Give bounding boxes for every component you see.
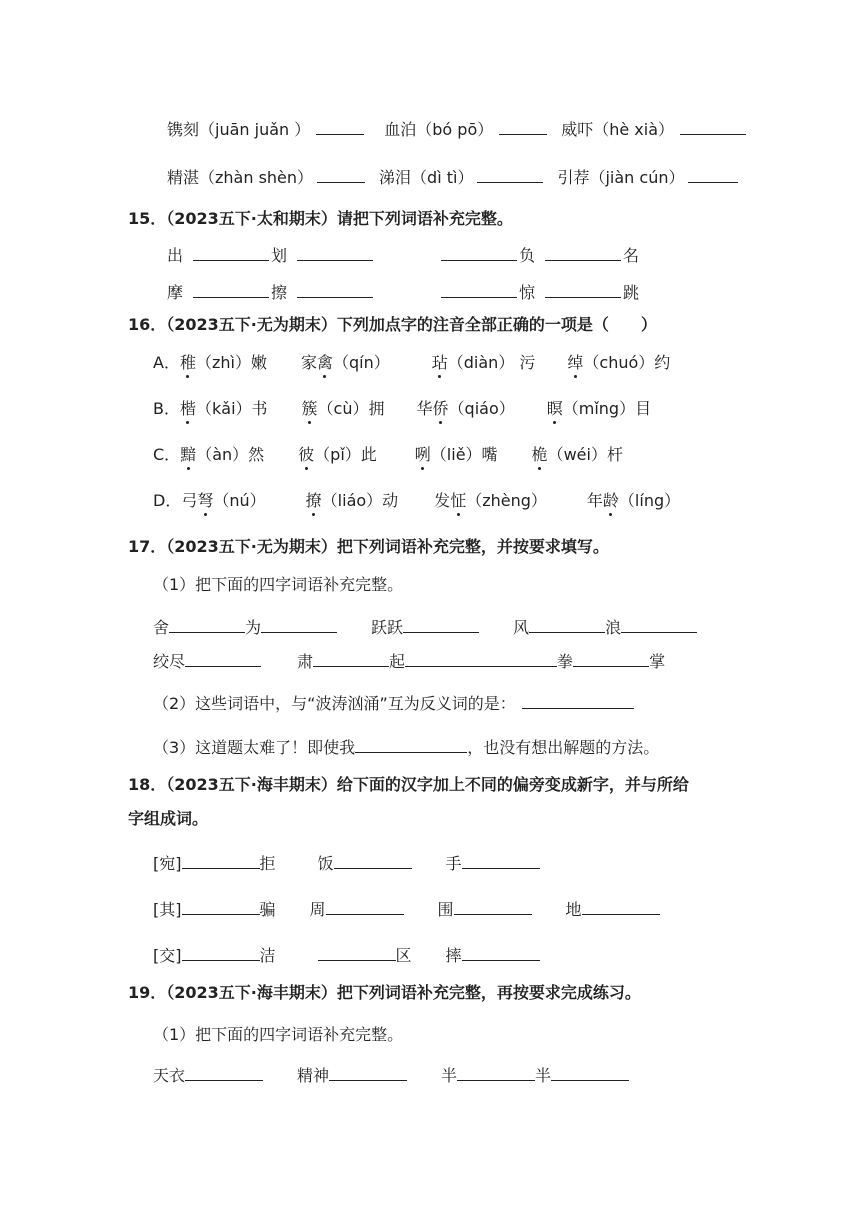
answer-blank[interactable] <box>182 850 260 869</box>
answer-blank[interactable] <box>551 1062 629 1081</box>
dotted-char: 稚 <box>179 353 196 372</box>
answer-blank[interactable] <box>313 648 389 667</box>
answer-blank[interactable] <box>462 850 540 869</box>
option-text: （nú） <box>213 491 266 510</box>
answer-blank[interactable] <box>185 1062 263 1081</box>
dotted-char: 绰 <box>567 353 584 372</box>
q15-char: 惊 <box>519 283 536 302</box>
dotted-char: 彼 <box>298 445 315 464</box>
q18-row-3 <box>153 942 860 967</box>
dotted-char: 龄 <box>602 491 619 510</box>
q18-char: 地 <box>565 900 582 919</box>
option-text: （diàn） 污 <box>447 353 536 372</box>
q15-row-1 <box>167 242 860 267</box>
q18-char: 周 <box>309 900 326 919</box>
answer-blank[interactable] <box>316 116 364 135</box>
q15-char: 擦 <box>271 283 288 302</box>
answer-blank[interactable] <box>193 242 269 261</box>
q17-sub-2 <box>153 690 860 715</box>
q18-char: 摔 <box>445 946 462 965</box>
option-d[interactable] <box>153 490 860 512</box>
q17-sub-3 <box>153 734 860 759</box>
option-text: （cù）拥 <box>317 399 385 418</box>
q17-sub-3-text: （3）这道题太难了！即使我 <box>153 738 356 757</box>
answer-blank[interactable] <box>522 690 634 709</box>
dotted-char: 撩 <box>305 491 322 510</box>
q14-item: 威吓（hè xià） <box>561 120 675 139</box>
q17-char: 拳 <box>557 652 574 671</box>
answer-blank[interactable] <box>261 614 337 633</box>
q18-char: 饭 <box>317 854 334 873</box>
answer-blank[interactable] <box>297 242 373 261</box>
q17-char: 舍 <box>153 618 170 637</box>
option-text: 年 <box>586 491 603 510</box>
answer-blank[interactable] <box>457 1062 535 1081</box>
answer-blank[interactable] <box>182 896 260 915</box>
q19-char: 半 <box>535 1066 552 1085</box>
option-text: 发 <box>434 491 451 510</box>
q18-root-char: [交] <box>153 946 182 965</box>
option-text: （liáo）动 <box>321 491 399 510</box>
option-text: 家 <box>300 353 317 372</box>
q14-row-2 <box>167 164 860 189</box>
answer-blank[interactable] <box>545 242 621 261</box>
option-text: （qín） <box>333 353 390 372</box>
dotted-char: 桅 <box>531 445 548 464</box>
answer-blank[interactable] <box>403 614 479 633</box>
q18-char: 拒 <box>259 854 276 873</box>
q15-char: 划 <box>271 246 288 265</box>
option-text: （pǐ）此 <box>314 445 377 464</box>
answer-blank[interactable] <box>182 942 260 961</box>
q17-sub-3-text: ，也没有想出解题的方法。 <box>467 738 660 757</box>
q15-char: 出 <box>167 246 184 265</box>
q14-item: 血泊（bó pō） <box>384 120 494 139</box>
answer-blank[interactable] <box>454 896 532 915</box>
answer-blank[interactable] <box>297 279 373 298</box>
dotted-char: 楷 <box>179 399 196 418</box>
answer-blank[interactable] <box>477 164 543 183</box>
q19-row-1 <box>153 1062 860 1087</box>
q17-char: 跃跃 <box>371 618 404 637</box>
answer-blank[interactable] <box>169 614 245 633</box>
dotted-char: 咧 <box>414 445 431 464</box>
answer-blank[interactable] <box>334 850 412 869</box>
answer-blank[interactable] <box>582 896 660 915</box>
q15-char: 负 <box>519 246 536 265</box>
q17-char: 为 <box>245 618 262 637</box>
q18-root-char: [宛] <box>153 854 182 873</box>
option-a[interactable] <box>153 352 860 374</box>
question-15-title: 15．（2023五下·太和期末）请把下列词语补充完整。 <box>128 209 513 228</box>
dotted-char: 簇 <box>301 399 318 418</box>
option-text: 华 <box>416 399 433 418</box>
dotted-char: 黯 <box>180 445 197 464</box>
q14-item: 涕泪（dì tì） <box>379 168 474 187</box>
q18-char: 区 <box>395 946 412 965</box>
q19-char: 天衣 <box>153 1066 186 1085</box>
option-text: （wéi）杆 <box>547 445 623 464</box>
option-text: （zhèng） <box>466 491 547 510</box>
option-text: （mǐng）目 <box>562 399 652 418</box>
option-label: C． <box>153 445 181 464</box>
question-18-title-line-2: 字组成词。 <box>128 809 209 828</box>
q14-item: 精湛（zhàn shèn） <box>167 168 314 187</box>
answer-blank[interactable] <box>326 896 404 915</box>
answer-blank[interactable] <box>317 164 365 183</box>
option-label: A． <box>153 353 180 372</box>
q19-sub-1: （1）把下面的四字词语补充完整。 <box>153 1025 404 1044</box>
answer-blank[interactable] <box>441 279 517 298</box>
answer-blank[interactable] <box>441 242 517 261</box>
question-16-title: 16．（2023五下·无为期末）下列加点字的注音全部正确的一项是（ ） <box>128 315 657 334</box>
q18-row-1 <box>153 850 860 875</box>
answer-blank[interactable] <box>688 164 738 183</box>
answer-blank[interactable] <box>355 734 467 753</box>
answer-blank[interactable] <box>621 614 697 633</box>
q15-char: 跳 <box>623 283 640 302</box>
option-b[interactable] <box>153 398 860 420</box>
q14-item: 镌刻（juān juǎn ） <box>167 120 311 139</box>
q14-item: 引荐（jiàn cún） <box>557 168 685 187</box>
option-text: （líng） <box>618 491 681 510</box>
q18-char: 手 <box>445 854 462 873</box>
dotted-char: 弩 <box>197 491 214 510</box>
dotted-char: 瞑 <box>546 399 563 418</box>
question-19-title: 19．（2023五下·海丰期末）把下列词语补充完整，再按要求完成练习。 <box>128 983 641 1002</box>
answer-blank[interactable] <box>185 648 261 667</box>
q19-char: 半 <box>441 1066 458 1085</box>
option-text: （liě）嘴 <box>430 445 498 464</box>
answer-blank[interactable] <box>545 279 621 298</box>
question-17-title: 17．（2023五下·无为期末）把下列词语补充完整，并按要求填写。 <box>128 537 609 556</box>
q18-root-char: [其] <box>153 900 182 919</box>
option-text: （qiáo） <box>448 399 515 418</box>
answer-blank[interactable] <box>193 279 269 298</box>
option-text: 弓 <box>181 491 198 510</box>
q17-char: 肃 <box>297 652 314 671</box>
dotted-char: 玷 <box>431 353 448 372</box>
option-c[interactable] <box>153 444 860 466</box>
q17-char: 风 <box>513 618 530 637</box>
answer-blank[interactable] <box>405 648 557 667</box>
option-text: （chuó）约 <box>583 353 671 372</box>
q17-sub-1: （1）把下面的四字词语补充完整。 <box>153 575 404 594</box>
q18-char: 围 <box>437 900 454 919</box>
q18-row-2 <box>153 896 860 921</box>
option-text: （zhì）嫩 <box>195 353 267 372</box>
answer-blank[interactable] <box>329 1062 407 1081</box>
answer-blank[interactable] <box>573 648 649 667</box>
q15-char: 摩 <box>167 283 184 302</box>
answer-blank[interactable] <box>318 942 396 961</box>
option-label: D． <box>153 491 182 510</box>
dotted-char: 禽 <box>316 353 333 372</box>
q17-row-1 <box>153 614 860 639</box>
option-label: B． <box>153 399 180 418</box>
dotted-char: 怔 <box>450 491 467 510</box>
q15-char: 名 <box>623 246 640 265</box>
q15-row-2 <box>167 279 860 304</box>
dotted-char: 侨 <box>432 399 449 418</box>
answer-blank[interactable] <box>462 942 540 961</box>
answer-blank[interactable] <box>499 116 547 135</box>
q17-char: 绞尽 <box>153 652 186 671</box>
q17-char: 掌 <box>649 652 666 671</box>
question-18-title-line-1: 18．（2023五下·海丰期末）给下面的汉字加上不同的偏旁变成新字，并与所给 <box>128 775 689 794</box>
q19-char: 精神 <box>297 1066 330 1085</box>
option-text: （àn）然 <box>196 445 265 464</box>
q17-char: 浪 <box>605 618 622 637</box>
q18-char: 洁 <box>259 946 276 965</box>
q17-char: 起 <box>389 652 406 671</box>
q14-row-1 <box>167 116 860 141</box>
option-text: （kǎi）书 <box>196 399 268 418</box>
answer-blank[interactable] <box>529 614 605 633</box>
q17-sub-2-text: （2）这些词语中，与“波涛汹涌”互为反义词的是： <box>153 694 516 713</box>
q18-char: 骗 <box>259 900 276 919</box>
q17-row-2 <box>153 648 860 673</box>
answer-blank[interactable] <box>680 116 746 135</box>
